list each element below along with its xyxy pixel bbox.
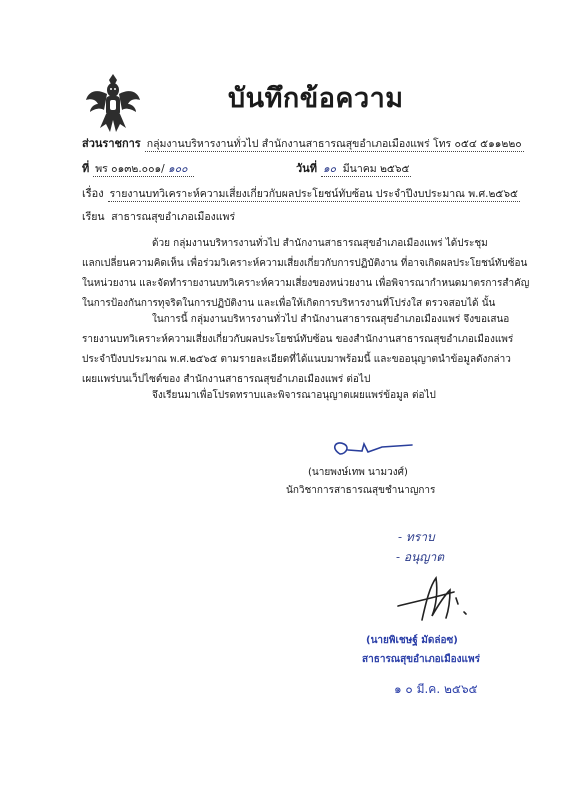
signature-1-icon bbox=[326, 438, 416, 464]
approval-date: ๑ ๐ มี.ค. ๒๕๖๕ bbox=[394, 682, 478, 696]
paragraph-2-line: ในการนี้ กลุ่มงานบริหารงานทั่วไป สำนักงานสาธารณสุขอำเภอเมืองแพร่ จึงขอเสนอ bbox=[152, 314, 510, 325]
paragraph-2-line: รายงานบทวิเคราะห์ความเสี่ยงเกี่ยวกับผลประโยชน์ทับซ้อน ของสำนักงานสาธารณสุขอำเภอเมืองแพร่ bbox=[82, 334, 514, 345]
reference-label: ที่ bbox=[82, 162, 90, 175]
date-day: ๑๐ bbox=[322, 163, 337, 175]
approver-name: (นายพิเชษฐ์ มัดล่อซ) bbox=[366, 635, 458, 646]
agency-value: กลุ่มงานบริหารงานทั่วไป สำนักงานสาธารณสุขอำเภอเมืองแพร่ โทร ๐๕๔ ๕๑๑๒๒๐ bbox=[146, 138, 522, 150]
date-rest: มีนาคม ๒๕๖๕ bbox=[342, 163, 410, 175]
paragraph-3: จึงเรียนมาเพื่อโปรดทราบและพิจารณาอนุญาตเผยแพร่ข้อมูล ต่อไป bbox=[152, 390, 436, 401]
date-label: วันที่ bbox=[296, 162, 317, 175]
agency-label: ส่วนราชการ bbox=[82, 137, 141, 150]
approval-note-ack: - ทราบ bbox=[398, 530, 435, 544]
signature-2-icon bbox=[392, 572, 492, 624]
document-title: บันทึกข้อความ bbox=[228, 83, 404, 114]
paragraph-2 bbox=[82, 310, 513, 390]
signer-position: นักวิชาการสาธารณสุขชำนาญการ bbox=[286, 485, 436, 496]
reference-row bbox=[82, 159, 194, 177]
subject-row bbox=[82, 184, 520, 202]
subject-label: เรื่อง bbox=[82, 187, 104, 200]
paragraph-2-line: เผยแพร่บนเว็ปไซต์ของ สำนักงานสาธารณสุขอำเภอเมืองแพร่ ต่อไป bbox=[82, 374, 371, 385]
paragraph-1 bbox=[82, 234, 529, 314]
reference-value: พร ๐๑๓๒.๐๐๑/ bbox=[95, 163, 165, 175]
paragraph-1-line: ด้วย กลุ่มงานบริหารงานทั่วไป สำนักงานสาธารณสุขอำเภอเมืองแพร่ ได้ประชุม bbox=[152, 238, 488, 249]
approver-position: สาธารณสุขอำเภอเมืองแพร่ bbox=[362, 654, 480, 665]
signer-name: (นายพงษ์เทพ นามวงศ์) bbox=[308, 467, 408, 478]
garuda-emblem-icon bbox=[84, 70, 142, 136]
subject-value: รายงานบทวิเคราะห์ความเสี่ยงเกี่ยวกับผลประโยชน์ทับซ้อน ประจำปีงบประมาณ พ.ศ.๒๕๖๕ bbox=[109, 188, 518, 200]
to-label: เรียน bbox=[82, 211, 105, 223]
reference-number: ๑๐๐ bbox=[168, 163, 188, 175]
paragraph-2-line: ประจำปีงบประมาณ พ.ศ.๒๕๖๕ ตามรายละเอียดที่ได้แนบมาพร้อมนี้ และขออนุญาตนำข้อมูลดังกล่าว bbox=[82, 354, 511, 365]
to-row bbox=[82, 208, 235, 225]
to-value: สาธารณสุขอำเภอเมืองแพร่ bbox=[111, 211, 236, 223]
date-row bbox=[296, 159, 411, 177]
paragraph-1-line: แลกเปลี่ยนความคิดเห็น เพื่อร่วมวิเคราะห์ความเสี่ยงเกี่ยวกับการปฏิบัติงาน ที่อาจเกิดผลประโยชน์ทับซ้อน bbox=[82, 258, 528, 269]
approval-note-permit: - อนุญาต bbox=[396, 550, 445, 564]
paragraph-1-line: ในหน่วยงาน และจัดทำรายงานบทวิเคราะห์ความเสี่ยงของหน่วยงาน เพื่อพิจารณากำหนดมาตรการสำคัญ bbox=[82, 278, 530, 289]
agency-row bbox=[82, 134, 524, 152]
paragraph-1-line: ในการป้องกันการทุจริตในการปฏิบัติงาน และเพื่อให้เกิดการบริหารงานที่โปร่งใส ตรวจสอบได้ นั้น bbox=[82, 298, 496, 309]
